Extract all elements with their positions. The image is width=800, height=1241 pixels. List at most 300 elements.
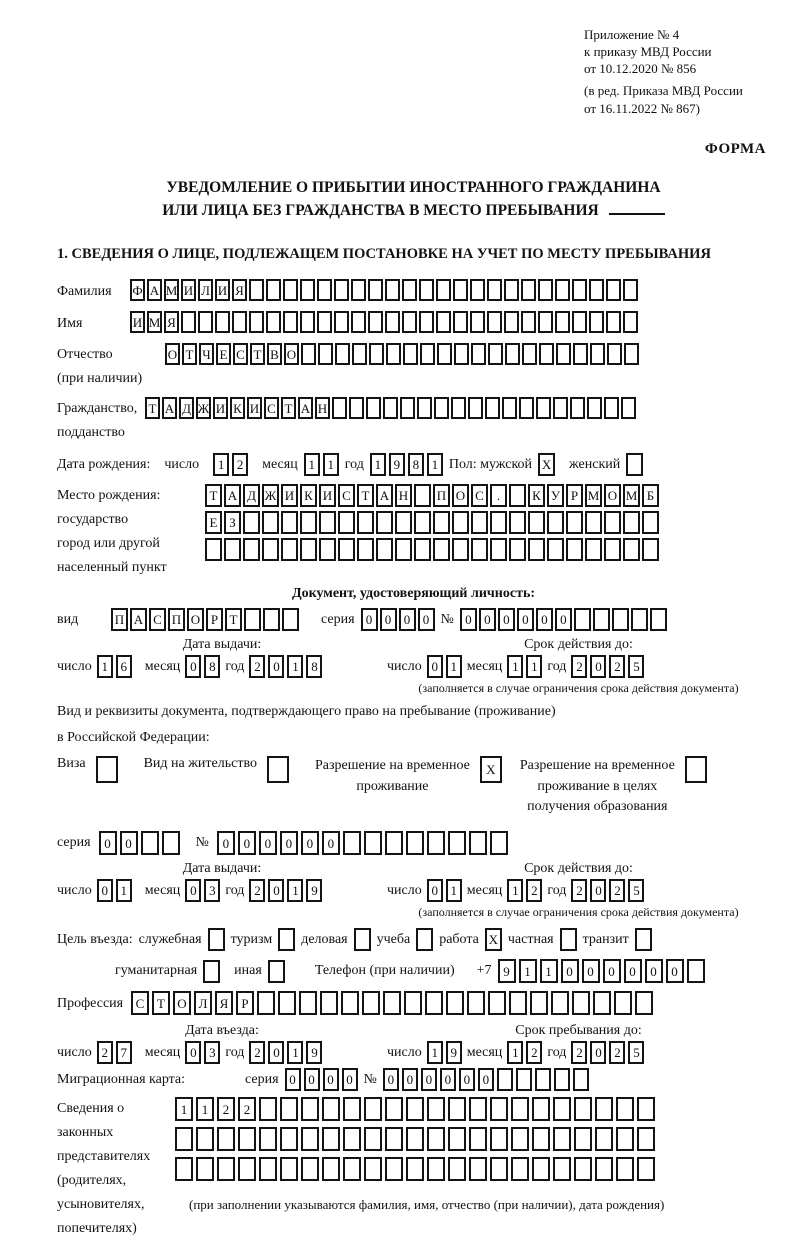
char-box[interactable]: С	[149, 608, 166, 631]
char-box[interactable]	[338, 538, 355, 561]
char-box[interactable]	[574, 1157, 592, 1181]
char-box[interactable]: 1	[175, 1097, 193, 1121]
char-box[interactable]: 2	[249, 879, 265, 902]
char-box[interactable]	[364, 1097, 382, 1121]
char-box[interactable]	[616, 1097, 634, 1121]
char-box[interactable]: Н	[395, 484, 412, 507]
char-box[interactable]	[469, 1097, 487, 1121]
char-box[interactable]: 0	[268, 655, 284, 678]
char-box[interactable]: Е	[205, 511, 222, 534]
char-box[interactable]	[504, 279, 519, 301]
char-box[interactable]: 0	[427, 879, 443, 902]
char-box[interactable]	[232, 311, 247, 333]
char-box[interactable]: 2	[238, 1097, 256, 1121]
char-box[interactable]: С	[233, 343, 248, 365]
char-box[interactable]	[471, 538, 488, 561]
char-box[interactable]	[607, 343, 622, 365]
char-box[interactable]	[414, 511, 431, 534]
char-box[interactable]	[505, 343, 520, 365]
char-box[interactable]	[259, 1157, 277, 1181]
char-box[interactable]: Т	[225, 608, 242, 631]
char-box[interactable]: 0	[268, 1041, 284, 1064]
char-box[interactable]: 0	[185, 655, 201, 678]
char-box[interactable]	[403, 343, 418, 365]
char-box[interactable]: 8	[306, 655, 322, 678]
char-box[interactable]	[522, 343, 537, 365]
char-box[interactable]: Р	[236, 991, 254, 1015]
char-box[interactable]	[471, 343, 486, 365]
char-box[interactable]: А	[147, 279, 162, 301]
char-box[interactable]: В	[267, 343, 282, 365]
char-box[interactable]	[181, 311, 196, 333]
char-box[interactable]: П	[168, 608, 185, 631]
char-box[interactable]	[385, 1097, 403, 1121]
char-box[interactable]	[262, 511, 279, 534]
char-box[interactable]	[551, 991, 569, 1015]
char-box[interactable]	[280, 1127, 298, 1151]
char-box[interactable]	[419, 311, 434, 333]
purpose-tourism-checkbox[interactable]	[278, 928, 295, 951]
char-box[interactable]: 0	[323, 1068, 339, 1091]
char-box[interactable]: 0	[342, 1068, 358, 1091]
char-box[interactable]: А	[130, 608, 147, 631]
char-box[interactable]: И	[213, 397, 228, 419]
char-box[interactable]	[538, 311, 553, 333]
char-box[interactable]	[322, 1127, 340, 1151]
char-box[interactable]: 1	[213, 453, 229, 476]
char-box[interactable]	[572, 991, 590, 1015]
char-box[interactable]: И	[181, 279, 196, 301]
char-box[interactable]: 1	[304, 453, 320, 476]
char-box[interactable]	[553, 1127, 571, 1151]
sex-male-checkbox[interactable]: X	[538, 453, 555, 476]
char-box[interactable]: Е	[216, 343, 231, 365]
char-box[interactable]	[259, 1127, 277, 1151]
char-box[interactable]	[425, 991, 443, 1015]
char-box[interactable]	[376, 511, 393, 534]
char-box[interactable]: 9	[306, 1041, 322, 1064]
char-box[interactable]: 2	[609, 655, 625, 678]
char-box[interactable]: О	[452, 484, 469, 507]
char-box[interactable]	[395, 538, 412, 561]
char-box[interactable]	[243, 511, 260, 534]
char-box[interactable]: 0	[440, 1068, 456, 1091]
char-box[interactable]	[490, 538, 507, 561]
char-box[interactable]	[470, 311, 485, 333]
char-box[interactable]	[509, 511, 526, 534]
char-box[interactable]: 0	[421, 1068, 437, 1091]
char-box[interactable]	[386, 343, 401, 365]
char-box[interactable]	[318, 343, 333, 365]
char-box[interactable]	[621, 397, 636, 419]
char-box[interactable]	[532, 1097, 550, 1121]
char-box[interactable]	[637, 1097, 655, 1121]
char-box[interactable]: Б	[642, 484, 659, 507]
char-box[interactable]: А	[224, 484, 241, 507]
char-box[interactable]: .	[490, 484, 507, 507]
char-box[interactable]: 0	[645, 959, 663, 983]
char-box[interactable]	[283, 311, 298, 333]
purpose-study-checkbox[interactable]	[416, 928, 433, 951]
char-box[interactable]	[366, 397, 381, 419]
char-box[interactable]: П	[433, 484, 450, 507]
char-box[interactable]	[606, 311, 621, 333]
char-box[interactable]	[471, 511, 488, 534]
char-box[interactable]	[175, 1127, 193, 1151]
char-box[interactable]	[511, 1097, 529, 1121]
char-box[interactable]	[351, 311, 366, 333]
char-box[interactable]: Д	[179, 397, 194, 419]
char-box[interactable]	[637, 1157, 655, 1181]
char-box[interactable]	[490, 1157, 508, 1181]
char-box[interactable]: Т	[145, 397, 160, 419]
char-box[interactable]: Я	[215, 991, 233, 1015]
char-box[interactable]: З	[224, 511, 241, 534]
char-box[interactable]: И	[319, 484, 336, 507]
char-box[interactable]	[451, 397, 466, 419]
char-box[interactable]: 9	[306, 879, 322, 902]
char-box[interactable]	[572, 311, 587, 333]
char-box[interactable]	[404, 991, 422, 1015]
char-box[interactable]	[623, 538, 640, 561]
char-box[interactable]	[343, 1097, 361, 1121]
char-box[interactable]	[470, 279, 485, 301]
char-box[interactable]	[282, 608, 299, 631]
char-box[interactable]	[555, 279, 570, 301]
char-box[interactable]: 0	[478, 1068, 494, 1091]
char-box[interactable]: 0	[280, 831, 298, 855]
char-box[interactable]: 9	[389, 453, 405, 476]
char-box[interactable]: 0	[582, 959, 600, 983]
char-box[interactable]	[604, 511, 621, 534]
char-box[interactable]	[467, 991, 485, 1015]
char-box[interactable]	[589, 279, 604, 301]
char-box[interactable]: Т	[281, 397, 296, 419]
char-box[interactable]	[343, 1127, 361, 1151]
char-box[interactable]	[257, 991, 275, 1015]
char-box[interactable]: 0	[555, 608, 572, 631]
char-box[interactable]	[453, 311, 468, 333]
char-box[interactable]	[427, 1157, 445, 1181]
char-box[interactable]: Р	[566, 484, 583, 507]
char-box[interactable]	[332, 397, 347, 419]
char-box[interactable]	[612, 608, 629, 631]
char-box[interactable]	[343, 831, 361, 855]
char-box[interactable]	[217, 1127, 235, 1151]
char-box[interactable]	[357, 511, 374, 534]
char-box[interactable]: И	[281, 484, 298, 507]
char-box[interactable]: О	[173, 991, 191, 1015]
char-box[interactable]	[519, 397, 534, 419]
char-box[interactable]: 6	[116, 655, 132, 678]
char-box[interactable]: 0	[268, 879, 284, 902]
char-box[interactable]	[436, 279, 451, 301]
char-box[interactable]	[555, 311, 570, 333]
char-box[interactable]	[511, 1157, 529, 1181]
char-box[interactable]	[349, 397, 364, 419]
char-box[interactable]	[335, 343, 350, 365]
char-box[interactable]	[547, 511, 564, 534]
char-box[interactable]	[383, 991, 401, 1015]
char-box[interactable]	[573, 343, 588, 365]
char-box[interactable]	[623, 511, 640, 534]
char-box[interactable]	[406, 1097, 424, 1121]
char-box[interactable]: 9	[498, 959, 516, 983]
char-box[interactable]: 2	[609, 879, 625, 902]
char-box[interactable]	[417, 397, 432, 419]
char-box[interactable]	[249, 311, 264, 333]
char-box[interactable]: 0	[624, 959, 642, 983]
purpose-humanitarian-checkbox[interactable]	[203, 960, 220, 983]
char-box[interactable]	[414, 484, 431, 507]
char-box[interactable]: 5	[628, 1041, 644, 1064]
purpose-private-checkbox[interactable]	[560, 928, 577, 951]
char-box[interactable]	[317, 311, 332, 333]
char-box[interactable]: 0	[185, 1041, 201, 1064]
char-box[interactable]	[280, 1157, 298, 1181]
char-box[interactable]: 1	[507, 1041, 523, 1064]
char-box[interactable]: 2	[526, 1041, 542, 1064]
char-box[interactable]	[528, 538, 545, 561]
char-box[interactable]: 0	[536, 608, 553, 631]
char-box[interactable]: 0	[590, 879, 606, 902]
char-box[interactable]	[590, 343, 605, 365]
char-box[interactable]: 0	[590, 1041, 606, 1064]
char-box[interactable]: 0	[301, 831, 319, 855]
visa-checkbox[interactable]	[96, 756, 118, 783]
char-box[interactable]: Ж	[262, 484, 279, 507]
char-box[interactable]: 2	[526, 879, 542, 902]
purpose-other-checkbox[interactable]	[268, 960, 285, 983]
char-box[interactable]	[385, 831, 403, 855]
char-box[interactable]	[554, 1068, 570, 1091]
char-box[interactable]	[614, 991, 632, 1015]
char-box[interactable]	[406, 1127, 424, 1151]
char-box[interactable]	[427, 1127, 445, 1151]
char-box[interactable]: А	[376, 484, 393, 507]
char-box[interactable]	[595, 1097, 613, 1121]
char-box[interactable]	[301, 1097, 319, 1121]
char-box[interactable]	[406, 1157, 424, 1181]
temp-residence-checkbox[interactable]: X	[480, 756, 502, 783]
char-box[interactable]: 1	[540, 959, 558, 983]
char-box[interactable]	[334, 311, 349, 333]
char-box[interactable]	[530, 991, 548, 1015]
char-box[interactable]	[301, 1157, 319, 1181]
char-box[interactable]	[300, 511, 317, 534]
char-box[interactable]	[368, 311, 383, 333]
char-box[interactable]	[468, 397, 483, 419]
char-box[interactable]: Д	[243, 484, 260, 507]
char-box[interactable]: 0	[99, 831, 117, 855]
char-box[interactable]: 1	[519, 959, 537, 983]
char-box[interactable]	[536, 397, 551, 419]
char-box[interactable]: 1	[446, 879, 462, 902]
char-box[interactable]	[606, 279, 621, 301]
char-box[interactable]	[497, 1068, 513, 1091]
char-box[interactable]	[437, 343, 452, 365]
char-box[interactable]	[319, 538, 336, 561]
char-box[interactable]: К	[528, 484, 545, 507]
char-box[interactable]: Л	[198, 279, 213, 301]
purpose-business-checkbox[interactable]	[354, 928, 371, 951]
char-box[interactable]: О	[187, 608, 204, 631]
char-box[interactable]	[488, 991, 506, 1015]
char-box[interactable]: 0	[590, 655, 606, 678]
char-box[interactable]	[604, 538, 621, 561]
char-box[interactable]	[595, 1157, 613, 1181]
char-box[interactable]: 0	[380, 608, 397, 631]
char-box[interactable]: 3	[204, 1041, 220, 1064]
char-box[interactable]: 0	[238, 831, 256, 855]
char-box[interactable]: 0	[97, 879, 113, 902]
char-box[interactable]	[175, 1157, 193, 1181]
char-box[interactable]	[566, 538, 583, 561]
char-box[interactable]	[469, 1127, 487, 1151]
char-box[interactable]	[406, 831, 424, 855]
char-box[interactable]: 0	[217, 831, 235, 855]
char-box[interactable]	[433, 511, 450, 534]
char-box[interactable]: 0	[479, 608, 496, 631]
char-box[interactable]	[343, 1157, 361, 1181]
char-box[interactable]	[205, 538, 222, 561]
char-box[interactable]: Я	[232, 279, 247, 301]
char-box[interactable]	[427, 1097, 445, 1121]
char-box[interactable]: К	[230, 397, 245, 419]
char-box[interactable]	[487, 279, 502, 301]
char-box[interactable]	[238, 1157, 256, 1181]
residence-permit-checkbox[interactable]	[267, 756, 289, 783]
char-box[interactable]	[281, 511, 298, 534]
char-box[interactable]: 1	[370, 453, 386, 476]
char-box[interactable]: 0	[383, 1068, 399, 1091]
char-box[interactable]: К	[300, 484, 317, 507]
char-box[interactable]	[322, 1157, 340, 1181]
char-box[interactable]	[516, 1068, 532, 1091]
char-box[interactable]	[616, 1127, 634, 1151]
char-box[interactable]: С	[131, 991, 149, 1015]
char-box[interactable]: 0	[418, 608, 435, 631]
char-box[interactable]	[687, 959, 705, 983]
char-box[interactable]: С	[471, 484, 488, 507]
char-box[interactable]	[436, 311, 451, 333]
char-box[interactable]	[623, 311, 638, 333]
char-box[interactable]	[570, 397, 585, 419]
char-box[interactable]: С	[338, 484, 355, 507]
char-box[interactable]	[593, 991, 611, 1015]
char-box[interactable]: И	[247, 397, 262, 419]
char-box[interactable]	[566, 511, 583, 534]
char-box[interactable]	[539, 343, 554, 365]
char-box[interactable]: 0	[304, 1068, 320, 1091]
char-box[interactable]: 0	[498, 608, 515, 631]
char-box[interactable]	[623, 279, 638, 301]
char-box[interactable]: 1	[507, 879, 523, 902]
char-box[interactable]	[402, 279, 417, 301]
char-box[interactable]	[642, 538, 659, 561]
char-box[interactable]	[383, 397, 398, 419]
char-box[interactable]	[224, 538, 241, 561]
char-box[interactable]	[502, 397, 517, 419]
char-box[interactable]	[637, 1127, 655, 1151]
char-box[interactable]	[385, 279, 400, 301]
char-box[interactable]	[650, 608, 667, 631]
char-box[interactable]	[488, 343, 503, 365]
char-box[interactable]	[587, 397, 602, 419]
char-box[interactable]	[322, 1097, 340, 1121]
char-box[interactable]: 1	[526, 655, 542, 678]
char-box[interactable]	[573, 1068, 589, 1091]
char-box[interactable]: Ч	[199, 343, 214, 365]
char-box[interactable]: М	[164, 279, 179, 301]
char-box[interactable]	[504, 311, 519, 333]
char-box[interactable]	[196, 1157, 214, 1181]
char-box[interactable]: Т	[357, 484, 374, 507]
char-box[interactable]	[368, 279, 383, 301]
char-box[interactable]: 0	[666, 959, 684, 983]
char-box[interactable]	[453, 279, 468, 301]
char-box[interactable]	[574, 1097, 592, 1121]
char-box[interactable]: Т	[152, 991, 170, 1015]
char-box[interactable]: 3	[204, 879, 220, 902]
char-box[interactable]	[509, 484, 526, 507]
char-box[interactable]	[364, 831, 382, 855]
char-box[interactable]: Т	[205, 484, 222, 507]
char-box[interactable]	[299, 991, 317, 1015]
char-box[interactable]	[400, 397, 415, 419]
char-box[interactable]	[249, 279, 264, 301]
char-box[interactable]	[490, 831, 508, 855]
char-box[interactable]: И	[130, 311, 145, 333]
char-box[interactable]	[351, 279, 366, 301]
char-box[interactable]: Т	[182, 343, 197, 365]
char-box[interactable]: О	[284, 343, 299, 365]
char-box[interactable]	[631, 608, 648, 631]
char-box[interactable]: 0	[120, 831, 138, 855]
char-box[interactable]	[319, 511, 336, 534]
char-box[interactable]	[238, 1127, 256, 1151]
char-box[interactable]	[595, 1127, 613, 1151]
char-box[interactable]: 1	[446, 655, 462, 678]
char-box[interactable]: 0	[399, 608, 416, 631]
char-box[interactable]: Т	[250, 343, 265, 365]
char-box[interactable]	[574, 1127, 592, 1151]
char-box[interactable]: 2	[609, 1041, 625, 1064]
char-box[interactable]: 8	[408, 453, 424, 476]
char-box[interactable]	[434, 397, 449, 419]
char-box[interactable]: 0	[459, 1068, 475, 1091]
char-box[interactable]	[509, 538, 526, 561]
char-box[interactable]	[532, 1157, 550, 1181]
char-box[interactable]	[448, 1127, 466, 1151]
char-box[interactable]	[448, 1157, 466, 1181]
temp-edu-checkbox[interactable]	[685, 756, 707, 783]
char-box[interactable]: М	[623, 484, 640, 507]
char-box[interactable]	[469, 1157, 487, 1181]
char-box[interactable]: 0	[361, 608, 378, 631]
char-box[interactable]	[490, 1097, 508, 1121]
char-box[interactable]: 0	[561, 959, 579, 983]
char-box[interactable]: 1	[287, 655, 303, 678]
char-box[interactable]	[281, 538, 298, 561]
char-box[interactable]	[490, 1127, 508, 1151]
char-box[interactable]: 9	[446, 1041, 462, 1064]
char-box[interactable]	[452, 511, 469, 534]
char-box[interactable]	[604, 397, 619, 419]
char-box[interactable]	[420, 343, 435, 365]
char-box[interactable]: 1	[287, 1041, 303, 1064]
char-box[interactable]: Ж	[196, 397, 211, 419]
